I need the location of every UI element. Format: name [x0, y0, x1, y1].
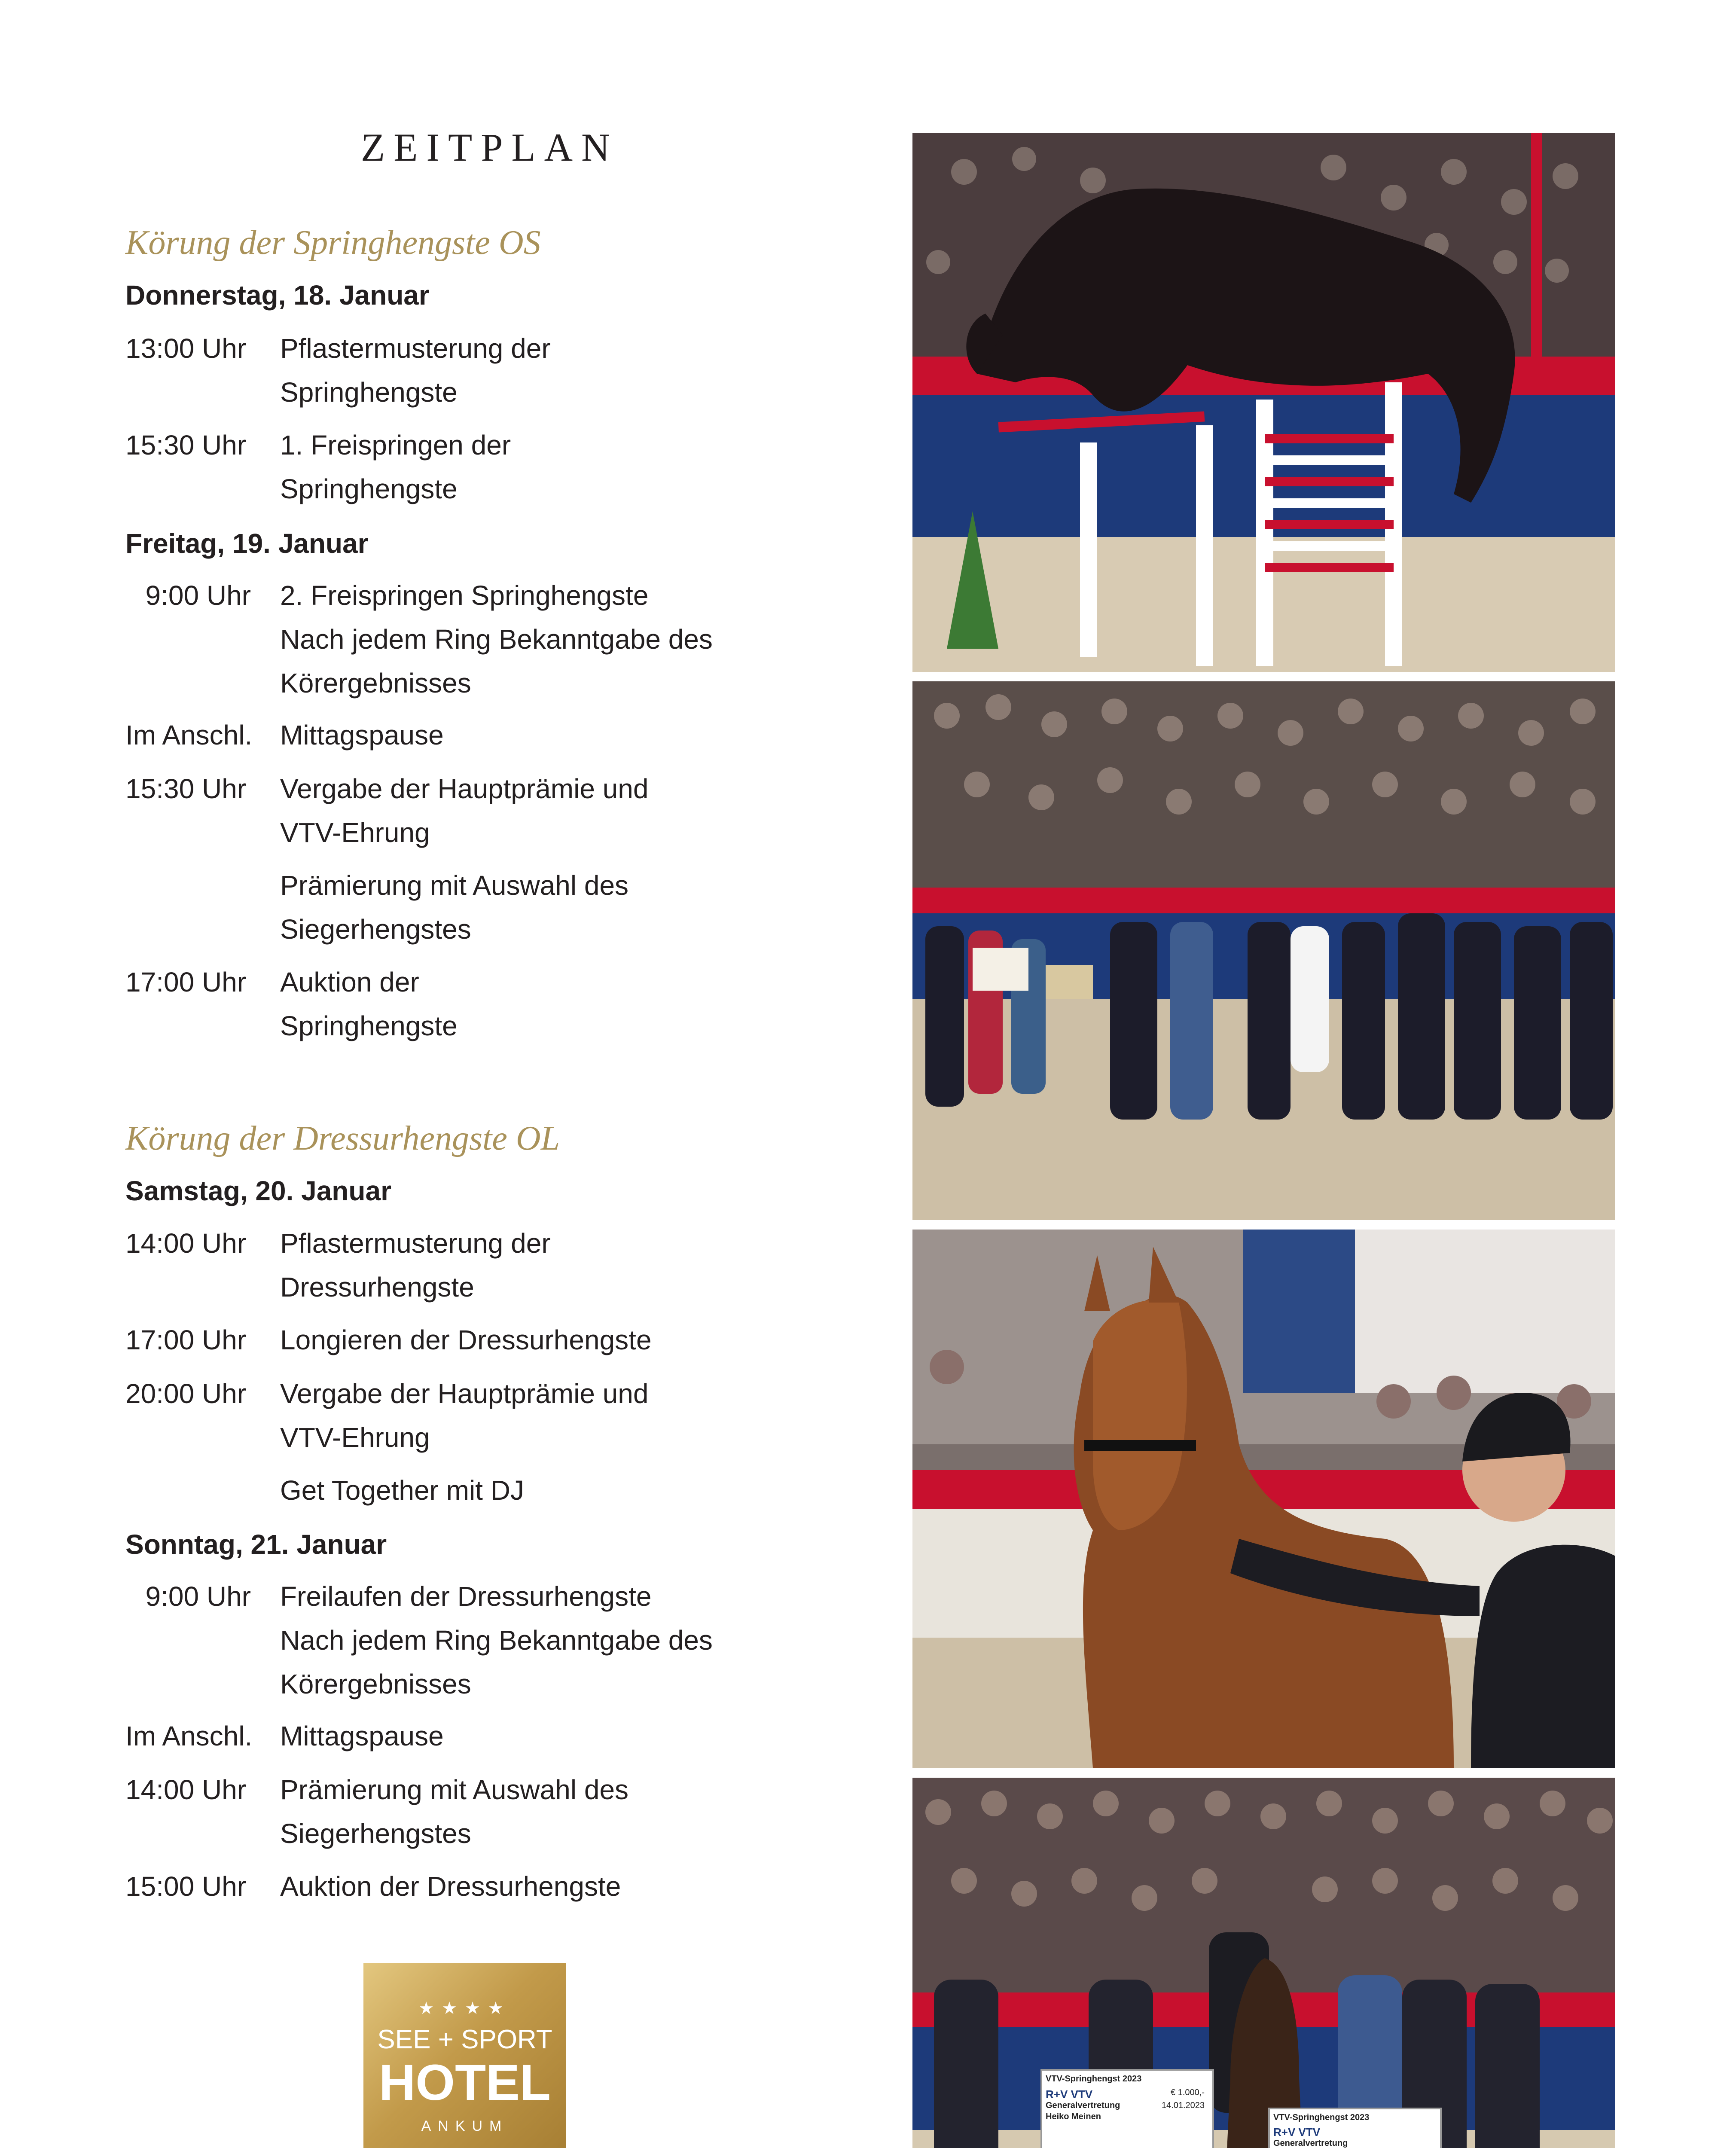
- entry-time: 14:00 Uhr: [125, 1774, 247, 1805]
- entry-description: Longieren der Dressurhengste: [280, 1324, 652, 1355]
- day-heading-freitag: Freitag, 19. Januar: [125, 528, 369, 559]
- entry-description: Auktion der Springhengste: [280, 967, 458, 1041]
- entry-description: 2. Freispringen Springhengste Nach jedem Ring Bekanntgabe des Körergebnisses: [280, 580, 713, 699]
- entry-description: Prämierung mit Auswahl des Siegerhengstes: [280, 870, 629, 945]
- entry-time: 9:00 Uhr: [145, 1581, 251, 1612]
- entry-description: Auktion der Dressurhengste: [280, 1871, 621, 1902]
- check-title: VTV-Springhengst 2023: [1273, 2113, 1370, 2122]
- check-sponsor: R+V VTV: [1273, 2126, 1321, 2139]
- day-heading-donnerstag: Donnerstag, 18. Januar: [125, 280, 430, 311]
- check-line1: Generalvertretung: [1273, 2139, 1348, 2148]
- day-heading-samstag: Samstag, 20. Januar: [125, 1175, 391, 1206]
- ceremony-check-2: [1273, 2112, 1437, 2148]
- entry-description: Vergabe der Hauptprämie und VTV-Ehrung: [280, 1378, 649, 1453]
- award-group-photo: [912, 681, 1615, 1220]
- entry-time: 17:00 Uhr: [125, 967, 247, 998]
- entry-description: Pflastermusterung der Dressurhengste: [280, 1228, 551, 1303]
- check-line2: Heiko Meinen: [1046, 2112, 1101, 2121]
- entry-description: Mittagspause: [280, 1721, 444, 1751]
- hotel-logo-ankum: ANKUM: [421, 2118, 509, 2134]
- section-heading-springhengste: Körung der Springhengste OS: [125, 224, 541, 262]
- entry-description: Mittagspause: [280, 720, 444, 751]
- hotel-logo-see-sport: SEE + SPORT: [377, 2025, 552, 2054]
- entry-time: 15:30 Uhr: [125, 773, 247, 804]
- entry-time: 20:00 Uhr: [125, 1378, 247, 1409]
- hotel-logo-plate: [363, 1963, 566, 2148]
- check-amount: € 1.000,-: [1171, 2088, 1205, 2097]
- entry-description: Vergabe der Hauptprämie und VTV-Ehrung: [280, 773, 649, 848]
- check-date: 14.01.2023: [1161, 2101, 1205, 2110]
- entry-time: 9:00 Uhr: [145, 580, 251, 611]
- entry-time: Im Anschl.: [125, 720, 253, 751]
- hotel-logo: [344, 1963, 584, 2148]
- entry-description: Freilaufen der Dressurhengste Nach jedem Ring Bekanntgabe des Körergebnisses: [280, 1581, 713, 1699]
- star-icons: ★★★★: [418, 1999, 511, 2018]
- entry-description: Prämierung mit Auswahl des Siegerhengstes: [280, 1774, 629, 1849]
- entry-time: 15:00 Uhr: [125, 1871, 247, 1902]
- dressage-stallion-photo: [912, 1230, 1615, 1768]
- entry-time: 13:00 Uhr: [125, 333, 247, 364]
- entry-description: Pflastermusterung der Springhengste: [280, 333, 551, 408]
- entry-time: 14:00 Uhr: [125, 1228, 247, 1259]
- wave-icon: [344, 2135, 584, 2148]
- vtv-ceremony-photo: [912, 1778, 1615, 2148]
- entry-time: Im Anschl.: [125, 1721, 253, 1751]
- day-heading-sonntag: Sonntag, 21. Januar: [125, 1529, 387, 1560]
- check-sponsor: R+V VTV: [1046, 2088, 1093, 2101]
- check-line1: Generalvertretung: [1046, 2101, 1120, 2110]
- ceremony-check-1: [1046, 2073, 1209, 2148]
- entry-time: 15:30 Uhr: [125, 430, 247, 461]
- entry-description: 1. Freispringen der Springhengste: [280, 430, 511, 504]
- entry-time: 17:00 Uhr: [125, 1324, 247, 1355]
- show-jumping-stallion-photo: [912, 133, 1615, 672]
- entry-description: Get Together mit DJ: [280, 1475, 524, 1506]
- hotel-logo-hotel: HOTEL: [379, 2054, 551, 2111]
- check-title: VTV-Springhengst 2023: [1046, 2074, 1142, 2084]
- page-title: ZEITPLAN: [361, 125, 619, 169]
- section-heading-dressurhengste: Körung der Dressurhengste OL: [125, 1120, 560, 1157]
